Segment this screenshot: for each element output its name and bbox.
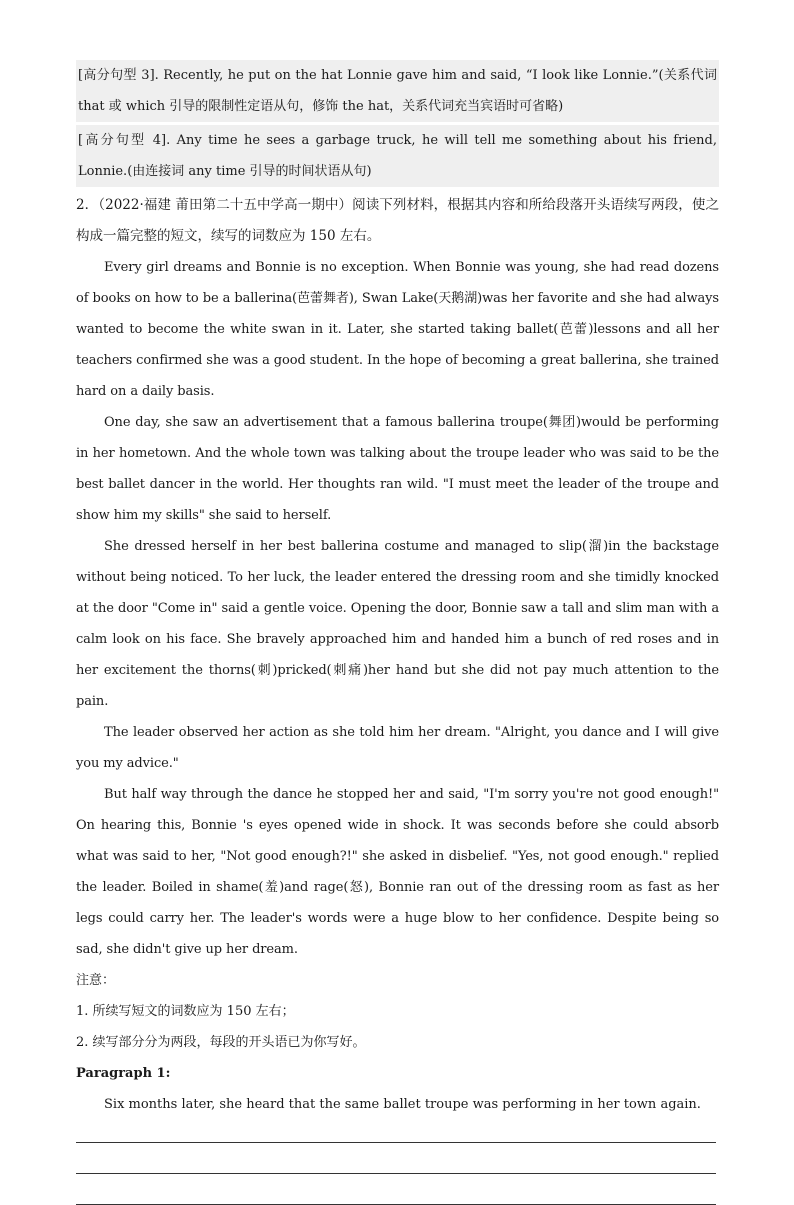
passage-paragraph: Every girl dreams and Bonnie is no exception. When Bonnie was young, she had read dozens of books on how to be a ballerina(芭蕾舞者), Swan Lake(天鹅湖)was her favorite and she had always wanted to become the white swan in it. Later, she started taking ballet(芭蕾)lessons and all her teachers confirmed she was a good student. In the hope of becoming a great ballerina, she trained hard on a daily basis. <box>76 260 719 399</box>
writing-line[interactable] <box>76 1142 716 1143</box>
paragraph-1-label: Paragraph 1: <box>76 1066 171 1081</box>
writing-line[interactable] <box>76 1173 716 1174</box>
passage-paragraph: One day, she saw an advertisement that a famous ballerina troupe(舞团)would be performing in her hometown. And the whole town was talking about the troupe leader who was said to be the best ballet dancer in the world. Her thoughts ran wild. "I must meet the leader of the troupe and show him my skills" she said to herself. <box>76 415 719 523</box>
question-prompt: 2．（2022·福建 莆田第二十五中学高一期中）阅读下列材料，根据其内容和所给段落开头语续写两段，使之构成一篇完整的短文，续写的词数应为 150 左右。 <box>76 197 719 244</box>
passage-paragraph: She dressed herself in her best ballerina costume and managed to slip(溜)in the backstage without being noticed. To her luck, the leader entered the dressing room and she timidly knocked at the door "Come in" said a gentle voice. Opening the door, Bonnie saw a tall and slim man with a calm look on his face. She bravely approached him and handed him a bunch of red roses and in her excitement the thorns(刺)pricked(刺痛)her hand but she did not pay much attention to the pain. <box>76 539 719 709</box>
passage-paragraph: But half way through the dance he stopped her and said, "I'm sorry you're not good enough!" On hearing this, Bonnie 's eyes opened wide in shock. It was seconds before she could absorb what was said to her, "Not good enough?!" she asked in disbelief. "Yes, not good enough." replied the leader. Boiled in shame(羞)and rage(怒), Bonnie ran out of the dressing room as fast as her legs could carry her. The leader's words were a huge blow to her confidence. Despite being so sad, she didn't give up her dream. <box>76 787 719 957</box>
content-area <box>76 60 719 1205</box>
highlight-sentence-3: [高分句型 3]. Recently, he put on the hat Lonnie gave him and said, “I look like Lonnie.”(关系代词 that 或 which 引导的限制性定语从句，修饰 the hat，关系代词充当宾语时可省略) <box>76 60 719 122</box>
writing-lines <box>76 1142 719 1205</box>
notes-label: 注意： <box>76 973 116 988</box>
note-item: 1. 所续写短文的词数应为 150 左右； <box>76 1004 295 1019</box>
passage-paragraph: The leader observed her action as she told him her dream. "Alright, you dance and I will give you my advice." <box>76 725 719 771</box>
highlight-sentence-4: [高分句型 4]. Any time he sees a garbage truck, he will tell me something about his friend, Lonnie.(由连接词 any time 引导的时间状语从句) <box>76 125 719 187</box>
note-item: 2. 续写部分分为两段，每段的开头语已为你写好。 <box>76 1035 366 1050</box>
paragraph-1-starter: Six months later, she heard that the same ballet troupe was performing in her town again. <box>104 1097 701 1112</box>
